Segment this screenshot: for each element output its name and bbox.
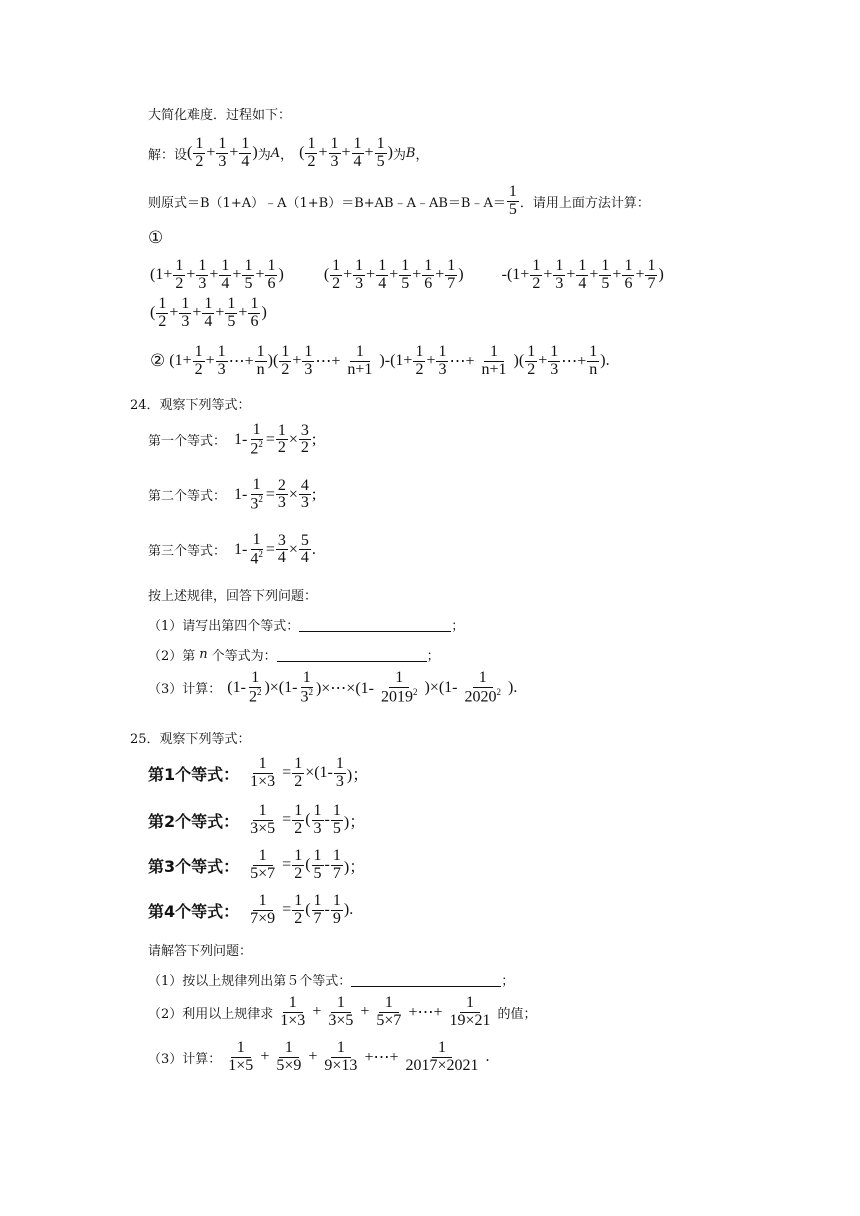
text: 为 — [392, 147, 406, 163]
math-expression: $\frac{1}{1\times 5}$ + $\frac{1}{5\times 9}$ + $\frac{1}{9\times 13}$ +⋯+ $\frac{1}{2017\times 2021}$ . — [228, 1039, 490, 1074]
text: 第三个等式： — [148, 544, 227, 560]
text: （3）计算： — [148, 682, 222, 698]
math-expression: 1- $\frac{1}{3^2}$ = $\frac{2}{3}$ × $\frac{4}{3}$ ; — [234, 476, 317, 513]
text: （2）利用以上规律求 — [148, 1006, 274, 1022]
text: 第4个等式： — [148, 901, 240, 921]
text: 请解答下列问题： — [148, 944, 253, 959]
math-expression-A: ( $\frac{1}{2}$ + $\frac{1}{3}$ + $\frac{1}{4}$ ) — [187, 135, 258, 170]
math-expression: $\frac{1}{1\times 3}$ + $\frac{1}{3\times 5}$ + $\frac{1}{5\times 7}$ +⋯+ $\frac{1}{19\times 21}$ — [280, 994, 491, 1029]
circle-1 — [148, 228, 167, 248]
var-n: n — [199, 647, 208, 662]
q25-part-3 — [148, 1040, 490, 1075]
math-expression: $\frac{1}{1\times 3}$ = $\frac{1}{2}$ ×(1- $\frac{1}{3}$ )； — [250, 755, 369, 790]
q24-eq-2 — [148, 477, 316, 513]
math-expression: (1- $\frac{1}{2^2}$ )×(1- $\frac{1}{3^2}$ )×⋯×(1- $\frac{1}{2019^2}$ )×(1- $\frac{1}{2020^2}$ ). — [227, 669, 518, 706]
text: 解：设 — [148, 147, 188, 163]
text: ② — [150, 351, 166, 372]
text: 第1个等式： — [148, 764, 240, 784]
text: ； — [451, 619, 465, 634]
text: （1）按以上规律列出第５个等式： — [148, 974, 352, 989]
math-expression: ( $\frac{1}{2}$ + $\frac{1}{3}$ + $\frac{1}{4}$ + $\frac{1}{5}$ + $\frac{1}{6}$ + $\frac{1}{7}$ ) — [323, 257, 464, 292]
text: ， — [415, 147, 429, 163]
text: ① — [148, 228, 164, 248]
q25-eq-1 — [148, 756, 368, 791]
math-expression: ( $\frac{1}{2}$ + $\frac{1}{3}$ + $\frac{1}{4}$ + $\frac{1}{5}$ + $\frac{1}{6}$ ) — [150, 295, 267, 330]
text: 按上述规律，回答下列问题： — [148, 589, 318, 604]
text: 个等式为： — [211, 649, 277, 664]
answer-blank[interactable] — [351, 972, 501, 987]
var-A: A — [270, 145, 281, 161]
text: ， — [280, 147, 294, 163]
text: 第2个等式： — [148, 811, 240, 831]
q24-title: 24．观察下列等式： — [130, 398, 251, 413]
expr-1-row-1 — [150, 258, 664, 293]
q24-eq-3 — [148, 532, 316, 568]
math-expression: (1+ $\frac{1}{2}$ + $\frac{1}{3}$ ⋯+ $\frac{1}{n}$ )( $\frac{1}{2}$ + $\frac{1}{3}$ ⋯+ $\frac{1}{n+1}$ )-(1+ $\frac{1}{2}$ + $\frac{1}{3}$ ⋯+ $\frac{1}{n+1}$ )( $\frac{1}{2}$ + $\frac{1}{3}$ ⋯+ $\frac{1}{n}$ ). — [169, 343, 610, 378]
text: 则原式＝B（1+A）﹣A（1+B）＝B+AB﹣A﹣AB＝B﹣A＝ — [148, 195, 506, 211]
answer-blank[interactable] — [299, 617, 451, 632]
intro-line-3 — [148, 184, 650, 219]
math-expression: $\frac{1}{3\times 5}$ = $\frac{1}{2}$ ( $\frac{1}{3}$ - $\frac{1}{5}$ )； — [250, 802, 366, 837]
text: 第3个等式： — [148, 856, 240, 876]
text: 为 — [257, 147, 271, 163]
q24-part-3 — [148, 670, 517, 706]
expr-2 — [150, 344, 610, 379]
q25-part-1 — [148, 970, 514, 989]
text: （3）计算： — [148, 1051, 222, 1067]
math-expression: (1+ $\frac{1}{2}$ + $\frac{1}{3}$ + $\frac{1}{4}$ + $\frac{1}{5}$ + $\frac{1}{6}$ ) — [150, 257, 284, 292]
math-expression: $\frac{1}{5\times 7}$ = $\frac{1}{2}$ ( $\frac{1}{5}$ - $\frac{1}{7}$ )； — [250, 847, 366, 882]
q24-rule — [148, 585, 317, 604]
text: （2）第 — [148, 649, 196, 664]
intro-line-1 — [148, 104, 291, 123]
answer-blank[interactable] — [277, 647, 427, 662]
q24-part-1 — [148, 615, 464, 634]
text: ； — [426, 649, 440, 664]
intro-line-2 — [148, 136, 429, 171]
math-expression: $\frac{1}{7\times 9}$ = $\frac{1}{2}$ ( $\frac{1}{7}$ - $\frac{1}{9}$ ). — [250, 892, 354, 927]
q24-part-2 — [148, 645, 440, 664]
q25-title: 25．观察下列等式： — [130, 732, 251, 747]
math-expression: 1- $\frac{1}{2^2}$ = $\frac{1}{2}$ × $\frac{3}{2}$ ; — [234, 421, 317, 458]
q24-eq-1 — [148, 422, 316, 458]
text: 第一个等式： — [148, 434, 227, 450]
q25-eq-2 — [148, 803, 365, 838]
math-fraction: $\frac{1}{5}$ — [508, 183, 517, 218]
q25-eq-4 — [148, 893, 353, 928]
expr-1-row-2 — [150, 296, 267, 331]
math-expression: -(1+ $\frac{1}{2}$ + $\frac{1}{3}$ + $\frac{1}{4}$ + $\frac{1}{5}$ + $\frac{1}{6}$ + $\frac{1}{7}$ ) — [501, 257, 664, 292]
text: 第二个等式： — [148, 489, 227, 505]
math-expression-B: ( $\frac{1}{2}$ + $\frac{1}{3}$ + $\frac{1}{4}$ + $\frac{1}{5}$ ) — [299, 135, 393, 170]
q25-part-2 — [148, 995, 537, 1030]
text: ； — [501, 974, 515, 989]
q25-rule — [148, 940, 252, 959]
text: 的值； — [497, 1006, 537, 1022]
math-expression: 1- $\frac{1}{4^2}$ = $\frac{3}{4}$ × $\frac{5}{4}$ . — [234, 531, 316, 568]
text: （1）请写出第四个等式： — [148, 619, 300, 634]
q25-eq-3 — [148, 848, 365, 883]
text: ．请用上面方法计算： — [519, 195, 650, 211]
var-B: B — [405, 145, 416, 161]
text: 大简化难度．过程如下： — [148, 108, 292, 123]
